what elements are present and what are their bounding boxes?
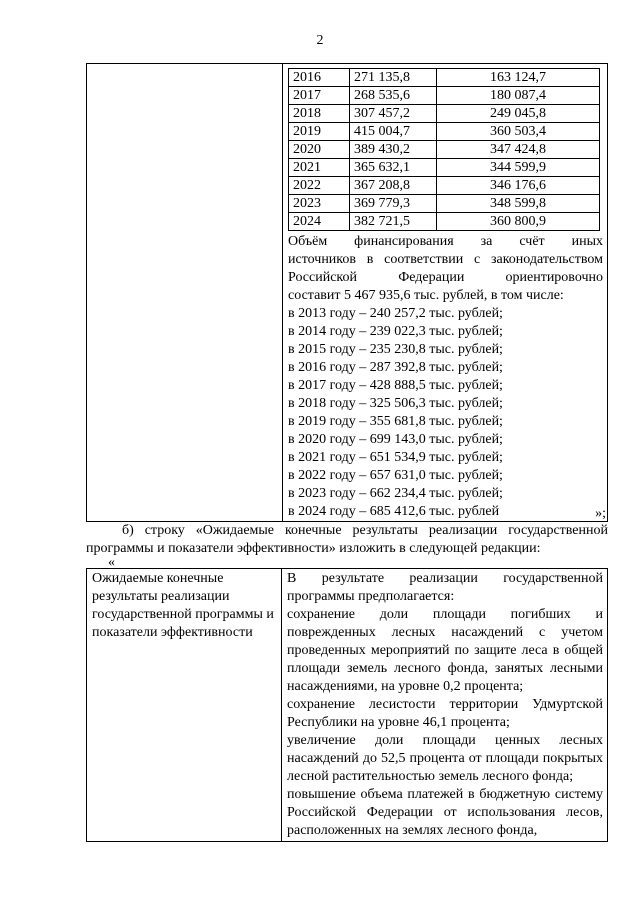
results-label-cell: Ожидаемые конечные результаты реализации государственной программы и показатели эффективности — [87, 569, 282, 842]
year-amount-line: в 2013 году – 240 257,2 тыс. рублей; — [288, 306, 503, 321]
year-cell: 2020 — [289, 141, 350, 159]
amount-cell: 360 503,4 — [437, 123, 600, 141]
amount-cell: 389 430,2 — [350, 141, 437, 159]
year-cell: 2023 — [289, 195, 350, 213]
page-number: 2 — [316, 33, 324, 48]
table-row — [289, 123, 600, 141]
table-row — [289, 105, 600, 123]
table-row — [289, 213, 600, 231]
funding-line: Российской Федерации ориентировочно — [288, 270, 603, 285]
program-passport-table — [86, 63, 608, 522]
amount-cell: 346 176,6 — [437, 177, 600, 195]
table-row — [289, 177, 600, 195]
funding-line: источников в соответствии с законодательством — [288, 252, 603, 267]
funding-line: Объём финансирования за счёт иных — [288, 234, 603, 249]
year-amount-line: в 2016 году – 287 392,8 тыс. рублей; — [288, 360, 503, 375]
results-text-cell — [282, 569, 608, 842]
closing-quote: »; — [595, 506, 606, 521]
amount-cell: 365 632,1 — [350, 159, 437, 177]
amount-cell: 382 721,5 — [350, 213, 437, 231]
financing-cell — [283, 64, 608, 522]
expected-results-table — [86, 568, 608, 842]
year-amount-line: в 2021 году – 651 534,9 тыс. рублей; — [288, 450, 503, 465]
year-amount-line: в 2022 году – 657 631,0 тыс. рублей; — [288, 468, 503, 483]
year-cell: 2018 — [289, 105, 350, 123]
amount-cell: 415 004,7 — [350, 123, 437, 141]
table-row — [289, 69, 600, 87]
amount-cell: 369 779,3 — [350, 195, 437, 213]
results-paragraph: увеличение доли площади ценных лесных насаждений до 52,5 процента от площади покрытых лесной растительностью земель лесного фонда; — [287, 733, 603, 784]
table-row — [289, 87, 600, 105]
year-cell: 2016 — [289, 69, 350, 87]
amount-cell: 249 045,8 — [437, 105, 600, 123]
results-paragraph: повышение объема платежей в бюджетную систему Российской Федерации от использования лесов, расположенных на землях лесного фонда, — [287, 787, 603, 838]
amount-cell: 307 457,2 — [350, 105, 437, 123]
table-row — [289, 141, 600, 159]
amount-cell: 367 208,8 — [350, 177, 437, 195]
year-cell: 2019 — [289, 123, 350, 141]
year-amount-line: в 2023 году – 662 234,4 тыс. рублей; — [288, 486, 503, 501]
financing-years-table — [288, 68, 600, 231]
amount-cell: 344 599,9 — [437, 159, 600, 177]
year-amount-line: в 2017 году – 428 888,5 тыс. рублей; — [288, 378, 503, 393]
empty-label-cell — [87, 64, 283, 522]
funding-line: составит 5 467 935,6 тыс. рублей, в том числе: — [288, 288, 564, 303]
year-amount-line: в 2015 году – 235 230,8 тыс. рублей; — [288, 342, 503, 357]
year-cell: 2024 — [289, 213, 350, 231]
year-amount-line: в 2020 году – 699 143,0 тыс. рублей; — [288, 432, 503, 447]
table-row — [289, 159, 600, 177]
amount-cell: 360 800,9 — [437, 213, 600, 231]
results-paragraph: В результате реализации государственной программы предполагается: — [287, 571, 603, 604]
opening-quote: « — [108, 555, 115, 570]
amount-cell: 163 124,7 — [437, 69, 600, 87]
table-row — [289, 195, 600, 213]
year-amount-line: в 2018 году – 325 506,3 тыс. рублей; — [288, 396, 503, 411]
amount-cell: 348 599,8 — [437, 195, 600, 213]
amount-cell: 271 135,8 — [350, 69, 437, 87]
paragraph-b: б) строку «Ожидаемые конечные результаты реализации государственной программы и показатели эффективности» изложить в следующей редакции: — [86, 523, 608, 556]
year-amount-line: в 2014 году – 239 022,3 тыс. рублей; — [288, 324, 503, 339]
year-amount-line: в 2019 году – 355 681,8 тыс. рублей; — [288, 414, 503, 429]
year-cell: 2017 — [289, 87, 350, 105]
amount-cell: 268 535,6 — [350, 87, 437, 105]
amount-cell: 347 424,8 — [437, 141, 600, 159]
year-amount-line: в 2024 году – 685 412,6 тыс. рублей — [288, 504, 500, 519]
other-sources-text — [288, 233, 603, 521]
amount-cell: 180 087,4 — [437, 87, 600, 105]
results-paragraph: сохранение доли площади погибших и поврежденных лесных насаждений с учетом проведенных мероприятий по защите леса в общей площади земель лесного фонда, занятых лесными насаждениями, на уровне 0,2 процента; — [287, 607, 603, 694]
results-paragraph: сохранение лесистости территории Удмуртской Республики на уровне 46,1 процента; — [287, 697, 603, 730]
year-cell: 2022 — [289, 177, 350, 195]
year-cell: 2021 — [289, 159, 350, 177]
